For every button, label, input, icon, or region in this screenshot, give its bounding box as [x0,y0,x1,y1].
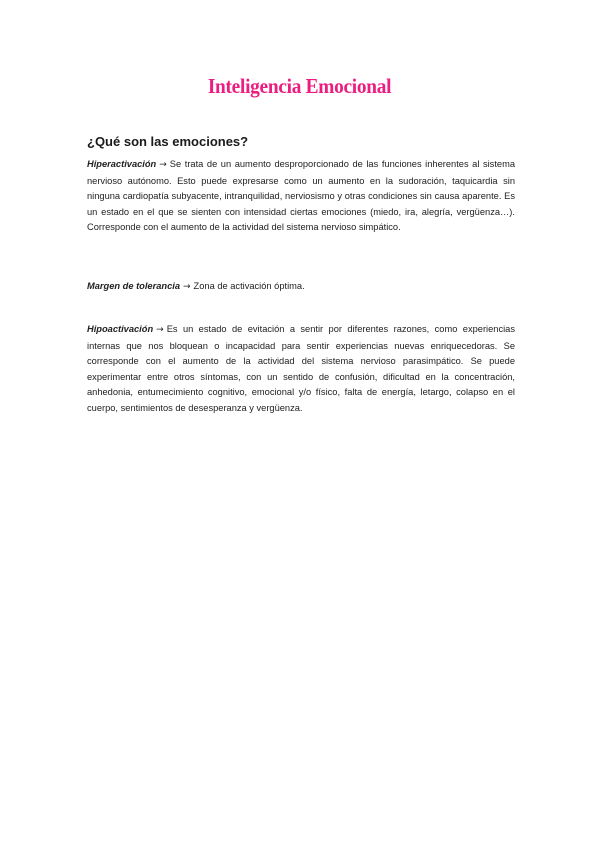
term-hiperactivacion: Hiperactivación [87,159,157,169]
paragraph-hipoactivacion [87,322,515,417]
arrow-icon: → [159,160,167,170]
section-heading: ¿Qué son las emociones? [87,134,249,149]
term-hipoactivacion: Hipoactivación [87,324,154,334]
document-title: Inteligencia Emocional [207,74,392,98]
paragraph-hiperactivacion [87,157,515,236]
paragraph-text: Se trata de un aumento desproporcionado de las funciones inherentes al sistema nervioso autónomo. Esto puede expresarse como un aumento en la sudoración, taquicardia sin ninguna cardiopatía subyacente, intranquilidad, nerviosismo y otras condiciones sin causa aparente. Es un estado en el que se sienten con intensidad ciertas emociones (miedo, ira, alegría, vergüenza…). Corresponde con el aumento de la actividad del sistema nervioso simpático. [87,159,515,233]
paragraph-margen-de-tolerancia [87,279,515,296]
term-margen-de-tolerancia: Margen de tolerancia [87,281,180,291]
paragraph-text: Es un estado de evitación a sentir por diferentes razones, como experiencias internas que nos bloquean o incapacidad para sentir experiencias nuevas enriquecedoras. Se corresponde con el aumento de la actividad del sistema nervioso parasimpático. Se puede experimentar entre otros síntomas, con un sentido de confusión, dificultad en la concentración, anhedonia, entumecimiento cognitivo, emocional y/o físico, falta de energía, letargo, colapso en el cuerpo, sentimientos de desesperanza y vergüenza. [87,324,515,413]
paragraph-text: Zona de activación óptima. [193,281,305,291]
arrow-icon: → [183,282,191,292]
arrow-icon: → [156,325,164,335]
